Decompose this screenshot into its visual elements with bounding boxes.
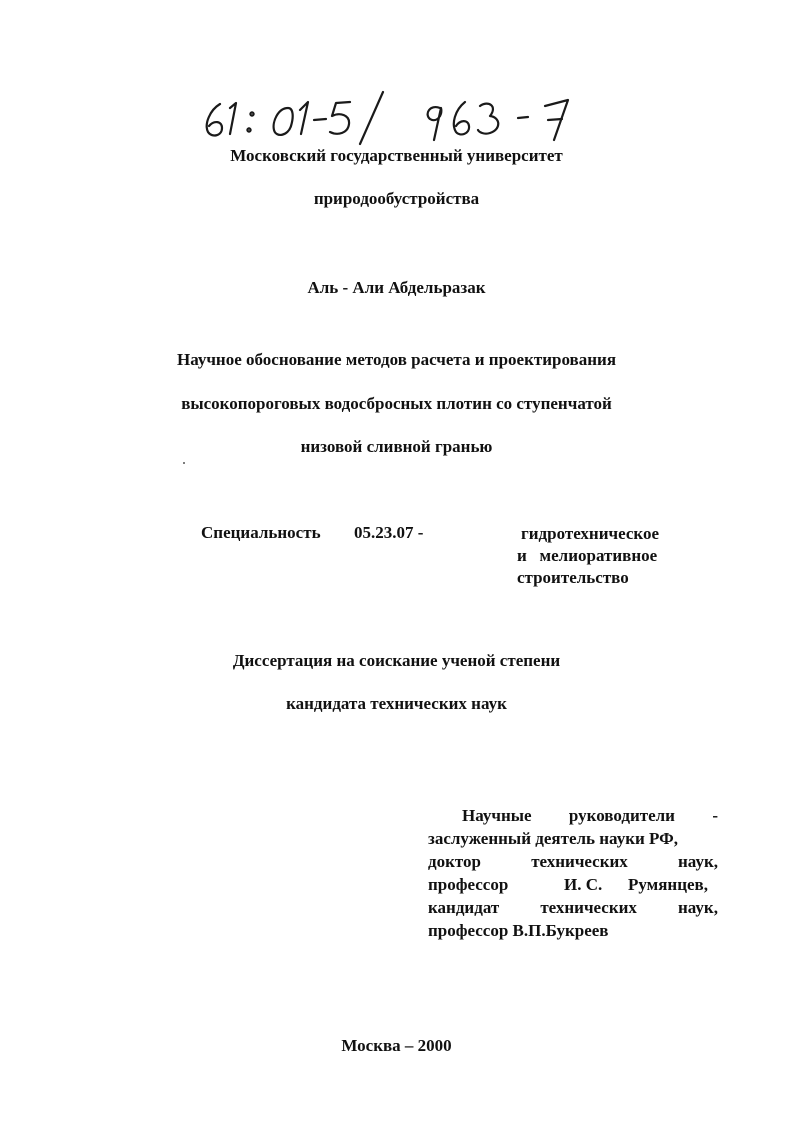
author-name: Аль - Али Абдельразак [307, 278, 486, 297]
handwritten-archive-number [200, 86, 590, 148]
supervisor-1-initials: И. С. [564, 875, 603, 894]
specialty-code: 05.23.07 - [354, 523, 424, 542]
supervisor-1-degree-word-2: технических [531, 852, 628, 871]
supervisor-1-surname: Румянцев, [627, 875, 708, 894]
city-and-year: Москва – 2000 [341, 1036, 452, 1055]
supervisors-heading-word-2: руководители [568, 806, 675, 825]
supervisor-2-name: профессор В.П.Букреев [428, 921, 609, 940]
supervisors-heading-dash: - [712, 806, 718, 825]
supervisor-1-honor [428, 827, 718, 850]
specialty-name-line-1: гидротехническое [521, 524, 659, 543]
university-line-1: Московский государственный университет [230, 146, 563, 165]
supervisors-block [428, 804, 718, 942]
supervisor-1-degree-word-3: наук, [678, 852, 718, 871]
supervisor-1-name-line [428, 873, 718, 896]
dissertation-line-2: кандидата технических наук [286, 694, 507, 713]
specialty-name-line-3: строительство [517, 568, 629, 587]
scan-speck [183, 462, 185, 464]
thesis-title-line-2: высокопороговых водосбросных плотин со ступенчатой [181, 394, 612, 413]
supervisors-heading-word-1: Научные [462, 806, 532, 825]
thesis-title-line-1: Научное обоснование методов расчета и проектирования [176, 350, 617, 369]
supervisor-1-degree-word-1: доктор [428, 852, 481, 871]
thesis-title-line-3: низовой сливной гранью [300, 437, 493, 456]
specialty-label: Специальность [201, 523, 321, 542]
supervisor-2-degree-word-3: наук, [678, 898, 718, 917]
supervisors-heading [428, 804, 718, 827]
supervisor-1-degree [428, 850, 718, 873]
supervisor-1-honor-text: заслуженный деятель науки РФ, [428, 829, 678, 848]
university-line-2: природообустройства [313, 189, 480, 208]
specialty-name [517, 523, 659, 589]
dissertation-line-1: Диссертация на соискание ученой степени [232, 651, 561, 670]
supervisor-2-name-line [428, 919, 718, 942]
specialty-name-line-2: и мелиоративное [517, 546, 658, 565]
supervisor-2-degree [428, 896, 718, 919]
supervisor-1-title: профессор [428, 875, 509, 894]
supervisor-2-degree-word-1: кандидат [428, 898, 500, 917]
supervisor-2-degree-word-2: технических [540, 898, 637, 917]
